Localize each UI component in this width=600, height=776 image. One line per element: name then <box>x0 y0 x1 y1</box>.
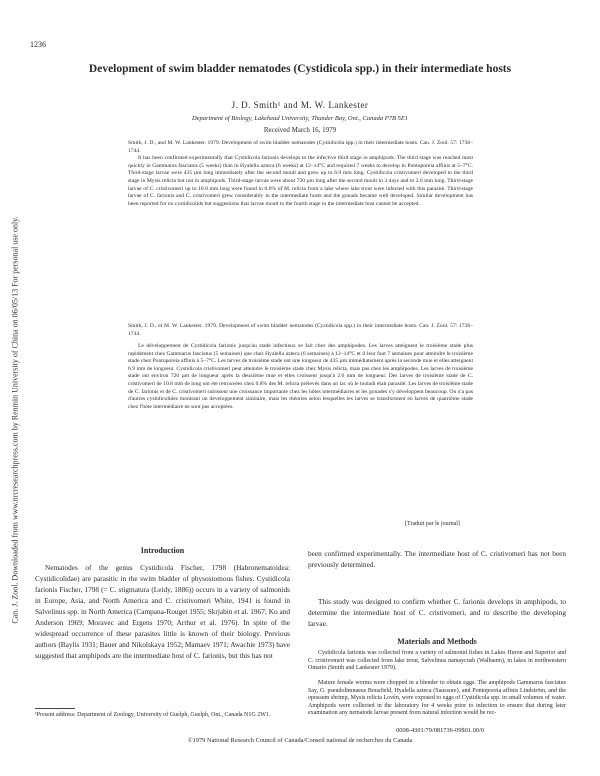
copyright-line: ©1979 National Research Council of Canada/Conseil national de recherches du Canada <box>187 737 413 744</box>
french-citation: Smith, J. D., et M. W. Lankester. 1979. Development of swim bladder nematodes (Cystidicola spp.) in their intermediate hosts. Can. J. Zool. 57: 1736–1744. <box>128 323 473 337</box>
author-footnote: ¹Present address: Department of Zoology, University of Guelph, Guelph, Ont., Canada N1G 2W1. <box>35 712 271 718</box>
article-authors: J. D. Smith¹ and M. W. Lankester <box>231 100 369 110</box>
methods-paragraph-2-text: Mature female worms were chopped in a blender to obtain eggs. The amphipods Gammarus fasciatus Say, G. pseudolimnaeus Bousfield, Hyalella azteca (Saussure), and Pontoporeia affinis Lindström, and the opossum shrimp, Mysis relicta Lovén, were exposed to eggs of Cystidicola spp. in small volumes of water. Amphipods were collected in the laboratory for 4 weeks prior to infection to ensure that during later examination any nematode larvae present from natural infection would be rec- <box>308 680 566 717</box>
introduction-heading: Introduction <box>140 546 185 555</box>
methods-heading: Materials and Methods <box>397 637 477 646</box>
journal-code: 0008-4301/79/081736-09$01.00/0 <box>396 727 484 734</box>
translation-note: [Traduit par le journal] <box>405 521 460 527</box>
methods-paragraph-1 <box>308 650 566 680</box>
english-abstract-body: It has been confirmed experimentally that Cystidicola farionis develops to the infective third stage in amphipods. The third stage was reached most quickly in Gammarus fasciatus (5 weeks) than in Hyalella azteca (6 weeks) at 12–14°C and required 7 weeks to develop in Pontoporeia affinis at 5–7°C. Third-stage larvae were 435 µm long immediately after the second moult and grew up to 6.9 mm long. Cystidicola cristivomeri developed to the third stage in Mysis relicta but not in amphipods. Third-stage larvae were about 720 µm long after the second moult in 3 days and to 2.6 mm long. Third-stage larvae of C. cristivomeri up to 10.8 mm long were found in 0.8% of M. relicta from a lake where lake trout were infected with this parasite. Third-stage larvae of C. farionis and C. cristivomeri grew considerably in the intermediate hosts and the gonads became well developed. Similar development has been reported for no cystidicolids but suggestions that larvae moult to the fourth stage in the intermediate host cannot be accepted. <box>128 155 473 207</box>
french-abstract <box>128 343 473 521</box>
article-title: Development of swim bladder nematodes (Cystidicola spp.) in their intermediate hosts <box>88 63 512 75</box>
introduction-left-column <box>35 562 290 707</box>
introduction-paragraph: Nematodes of the genus Cystidicola Fischer, 1798 (Habronematoidea: Cystidicolidae) are parasitic in the swim bladder of physostomous fishes. Cystidicola farionis Fischer, 1798 (= C. stigmatura (Leidy, 1886)) occurs in a variety of salmonids in Europe, Asia, and North America and C. cristivomeri White, 1941 is found in Salvelinus spp. in North America (Campana-Rouget 1955; Skrjabin et al. 1967; Ko and Anderson 1969; Moravec and Ergens 1970; Arthur et al. 1976). In spite of the widespread occurrence of these parasites little is known of their biology. Previous authors (Baylis 1931; Bauer and Nikolskaya 1952; Mamaev 1971; Awachie 1973) have suggested that amphipods are the intermediate host of C. farionis, but this has not <box>35 563 290 660</box>
download-sidebar-note <box>8 160 22 680</box>
english-abstract <box>128 140 473 310</box>
received-date: Received March 16, 1979 <box>263 126 337 134</box>
introduction-right-continuation <box>308 548 566 590</box>
english-citation: Smith, J. D., and M. W. Lankester. 1979. Development of swim bladder nematodes (Cystidicola spp.) in their intermediate hosts. Can. J. Zool. 57: 1736–1744. <box>128 140 473 154</box>
french-abstract-body: Le développement de Cystidicola farionis jusqu'au stade infectieux se fait chez des amphipodes. Les larves atteignent le troisième stade plus rapidement chez Gammarus fasciatus (5 semaines) que chez Hyalella azteca (6 semaines) à 12–14°C et il leur faut 7 semaines pour atteindre le troisième stade chez Pontoporeia affinis à 5–7°C. Les larves de troisième stade ont une longueur de 435 µm immédiatement après la seconde mue et elles atteignent 6.9 mm de longueur. Cystidicola cristivomeri peut atteindre le troisième stade chez Mysis relicta, mais pas chez les amphipodes. Les larves de troisième stade ont environ 720 µm de longueur après la deuxième mue et elles croissent jusqu'à 2.6 mm de longueur. Des larves de troisième stade de C. cristivomeri de 10.8 mm de long ont été retrouvées chez 0.8% des M. relicta prélevés dans un lac où le touladi était parasité. Les larves de troisième stade de C. farionis et de C. cristivomeri subissent une croissance importante chez les hôtes intermédiaires et les gonades s'y développent beaucoup. On n'a pas d'autres cystidicolidés montrant un développement similaire, mais les théories selon lesquelles les larves se transforment en larves de quatrième stade chez l'hôte intermédiaire ne sont pas acceptées. <box>128 343 473 410</box>
introduction-continuation-text: been confirmed experimentally. The intermediate host of C. cristivomeri has not been previously determined. <box>308 549 566 569</box>
methods-paragraph-1-text: Cystidicola farionis was collected from a variety of salmonid fishes in Lakes Huron and Superior and C. cristivomeri was collected from lake trout, Salvelinus namaycush (Walbaum), in lakes in northwestern Ontario (Smith and Lankester 1979). <box>308 650 566 672</box>
author-affiliation: Department of Biology, Lakehead University, Thunder Bay, Ont., Canada P7B 5E1 <box>191 115 409 122</box>
page-number: 1236 <box>30 40 46 49</box>
introduction-aim-text: This study was designed to confirm whether C. farionis develops in amphipods, to determine the intermediate host of C. cristivomeri, and to describe the developing larvae. <box>308 597 566 628</box>
footnote-divider <box>35 708 75 709</box>
introduction-aim-paragraph <box>308 596 566 634</box>
download-sidebar-text: Can. J. Zool. Downloaded from www.nrcresearchpress.com by Renmin University of China on 06/05/13 For personal use only. <box>10 216 20 624</box>
